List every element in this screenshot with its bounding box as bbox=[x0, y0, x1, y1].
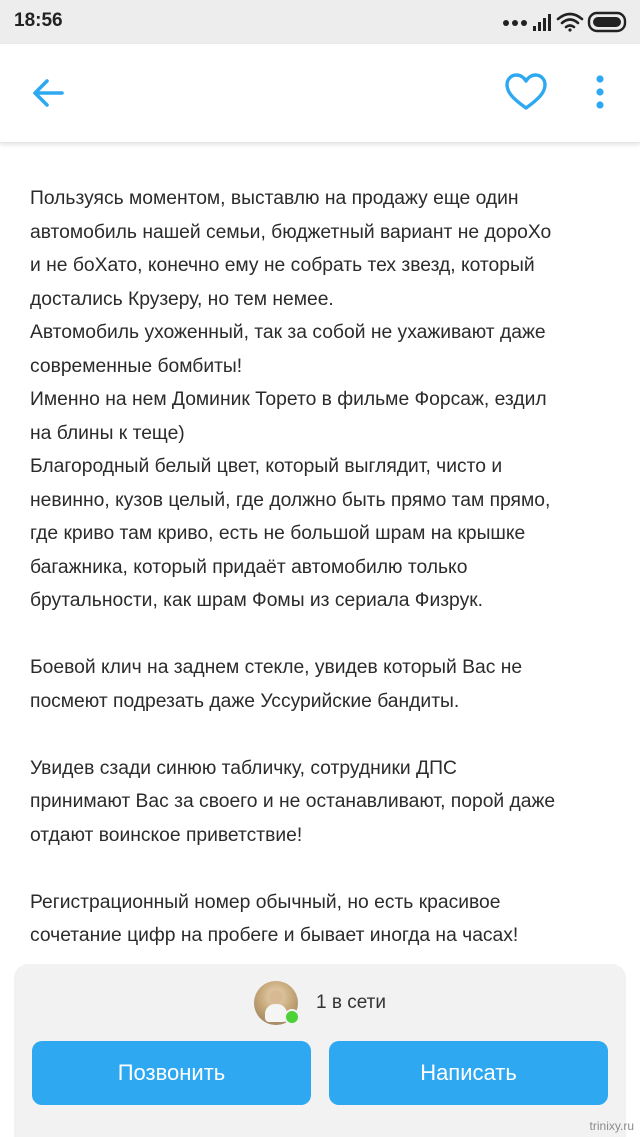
description-line: брутальности, как шрам Фомы из сериала Физрук. bbox=[30, 590, 483, 611]
online-indicator bbox=[284, 1009, 300, 1025]
arrow-left-icon bbox=[26, 70, 72, 116]
signal-icon bbox=[533, 14, 551, 31]
description-line: достались Крузеру, но тем немее. bbox=[30, 288, 334, 310]
favorite-button[interactable] bbox=[502, 68, 550, 116]
description-line: Именно на нем Доминик Торето в фильме Форсаж, ездил bbox=[30, 389, 547, 410]
battery-icon bbox=[589, 13, 625, 31]
watermark: trinixy.ru bbox=[589, 1119, 634, 1133]
description-line: автомобиль нашей семьи, бюджетный вариант не дороХо bbox=[30, 221, 552, 243]
online-status-text: 1 в сети bbox=[316, 992, 386, 1013]
paragraph-gap bbox=[30, 852, 620, 886]
listing-description bbox=[30, 182, 620, 953]
heart-outline-icon bbox=[502, 68, 550, 116]
app-bar bbox=[0, 44, 640, 143]
description-line: Автомобиль ухоженный, так за собой не ухаживают даже bbox=[30, 322, 546, 343]
description-line: отдают воинское приветствие! bbox=[30, 824, 303, 846]
paragraph-gap bbox=[30, 618, 620, 652]
description-paragraph bbox=[30, 886, 620, 953]
description-line: посмеют подрезать даже Уссурийские бандиты. bbox=[30, 690, 460, 712]
description-line: и не боХато, конечно ему не собрать тех звезд, который bbox=[30, 255, 535, 276]
description-line: Регистрационный номер обычный, но есть красивое bbox=[30, 891, 501, 913]
avatar-head bbox=[269, 990, 283, 1004]
description-line: сочетание цифр на пробеге и бывает иногда на часах! bbox=[30, 925, 519, 946]
description-line: на блины к теще) bbox=[30, 422, 185, 444]
avatar[interactable] bbox=[254, 981, 298, 1025]
write-message-button[interactable]: Написать bbox=[329, 1041, 608, 1105]
back-button[interactable] bbox=[26, 70, 72, 116]
more-button[interactable] bbox=[584, 68, 616, 116]
description-line: принимают Вас за своего и не останавливают, порой даже bbox=[30, 791, 556, 812]
description-paragraph bbox=[30, 651, 620, 718]
call-button[interactable]: Позвонить bbox=[32, 1041, 311, 1105]
description-paragraph bbox=[30, 752, 620, 853]
wifi-icon bbox=[558, 14, 582, 32]
status-icons bbox=[500, 8, 630, 36]
more-vertical-icon bbox=[584, 68, 616, 116]
description-line: Благородный белый цвет, который выглядит, чисто и bbox=[30, 456, 503, 477]
status-bar bbox=[0, 0, 640, 44]
description-paragraph bbox=[30, 182, 620, 618]
description-line: Боевой клич на заднем стекле, увидев который Вас не bbox=[30, 657, 523, 678]
seller-presence bbox=[14, 980, 626, 1026]
paragraph-gap bbox=[30, 718, 620, 752]
description-line: Пользуясь моментом, выставлю на продажу еще один bbox=[30, 188, 519, 209]
description-line: багажника, который придаёт автомобилю только bbox=[30, 556, 468, 578]
description-line: современные бомбиты! bbox=[30, 355, 243, 377]
description-line: невинно, кузов целый, где должно быть прямо там прямо, bbox=[30, 489, 551, 511]
status-time: 18:56 bbox=[14, 10, 63, 31]
description-line: где криво там криво, есть не большой шрам на крышке bbox=[30, 523, 526, 544]
description-line: Увидев сзади синюю табличку, сотрудники ДПС bbox=[30, 757, 457, 779]
contact-card bbox=[14, 964, 626, 1137]
dots-icon bbox=[503, 20, 527, 26]
